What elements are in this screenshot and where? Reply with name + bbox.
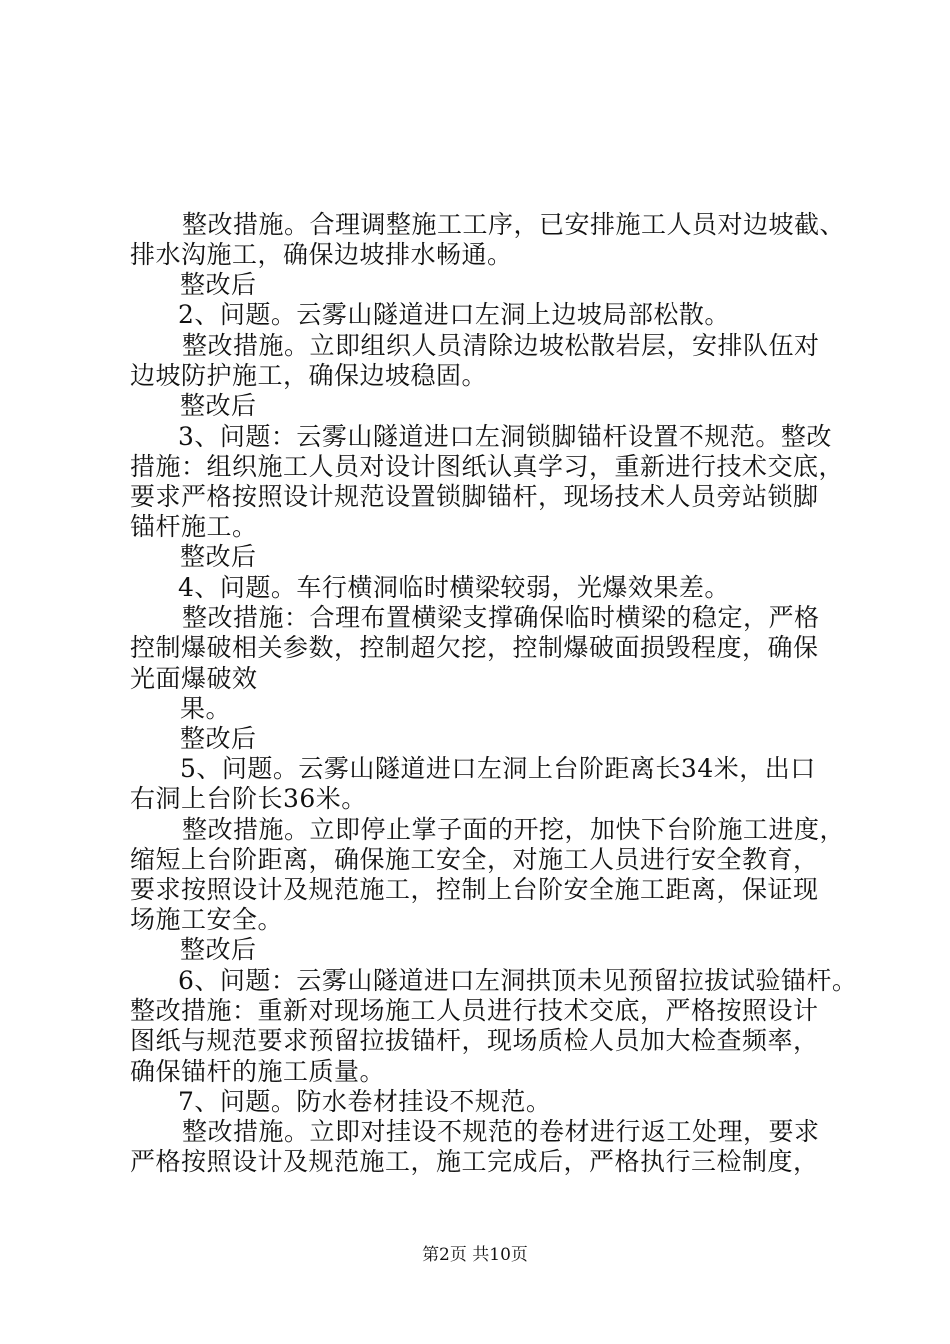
text-line: 措施：组织施工人员对设计图纸认真学习，重新进行技术交底， (130, 452, 845, 481)
text-line: 整改措施。立即组织人员清除边坡松散岩层，安排队伍对 (182, 331, 820, 360)
text-line: 缩短上台阶距离，确保施工安全，对施工人员进行安全教育， (130, 845, 819, 874)
text-line: 5、问题。云雾山隧道进口左洞上台阶距离长34米，出口 (180, 754, 816, 783)
text-line: 整改后 (180, 935, 257, 964)
text-line: 整改后 (180, 724, 257, 753)
text-line: 整改措施。合理调整施工工序，已安排施工人员对边坡截、 (182, 210, 846, 239)
text-line: 确保锚杆的施工质量。 (130, 1057, 386, 1086)
text-line: 7、问题。防水卷材挂设不规范。 (178, 1087, 552, 1116)
text-line: 整改措施：重新对现场施工人员进行技术交底，严格按照设计 (130, 996, 819, 1025)
text-line: 整改后 (180, 542, 257, 571)
text-line: 严格按照设计及规范施工，施工完成后，严格执行三检制度， (130, 1147, 819, 1176)
text-line: 右洞上台阶长36米。 (130, 784, 367, 813)
text-line: 场施工安全。 (130, 905, 284, 934)
text-line: 边坡防护施工，确保边坡稳固。 (130, 361, 488, 390)
text-line: 要求严格按照设计规范设置锁脚锚杆，现场技术人员旁站锁脚 (130, 482, 819, 511)
text-line: 锚杆施工。 (130, 512, 258, 541)
text-line: 6、问题：云雾山隧道进口左洞拱顶未见预留拉拔试验锚杆。 (178, 966, 858, 995)
text-line: 要求按照设计及规范施工，控制上台阶安全施工距离，保证现 (130, 875, 819, 904)
text-line: 控制爆破相关参数，控制超欠挖，控制爆破面损毁程度，确保 (130, 633, 819, 662)
text-line: 光面爆破效 (130, 664, 258, 693)
text-line: 排水沟施工，确保边坡排水畅通。 (130, 240, 513, 269)
text-line: 图纸与规范要求预留拉拔锚杆，现场质检人员加大检查频率， (130, 1026, 819, 1055)
text-line: 整改措施。立即停止掌子面的开挖，加快下台阶施工进度， (182, 815, 846, 844)
page-number-footer: 第2页 共10页 (422, 1245, 528, 1265)
text-line: 3、问题：云雾山隧道进口左洞锁脚锚杆设置不规范。整改 (178, 422, 832, 451)
text-line: 果。 (180, 694, 232, 723)
text-line: 整改后 (180, 270, 257, 299)
text-line: 4、问题。车行横洞临时横梁较弱，光爆效果差。 (178, 573, 730, 602)
text-line: 整改后 (180, 391, 257, 420)
text-line: 整改措施。立即对挂设不规范的卷材进行返工处理，要求 (182, 1117, 820, 1146)
text-line: 整改措施：合理布置横梁支撑确保临时横梁的稳定，严格 (182, 603, 820, 632)
text-line: 2、问题。云雾山隧道进口左洞上边坡局部松散。 (178, 300, 730, 329)
